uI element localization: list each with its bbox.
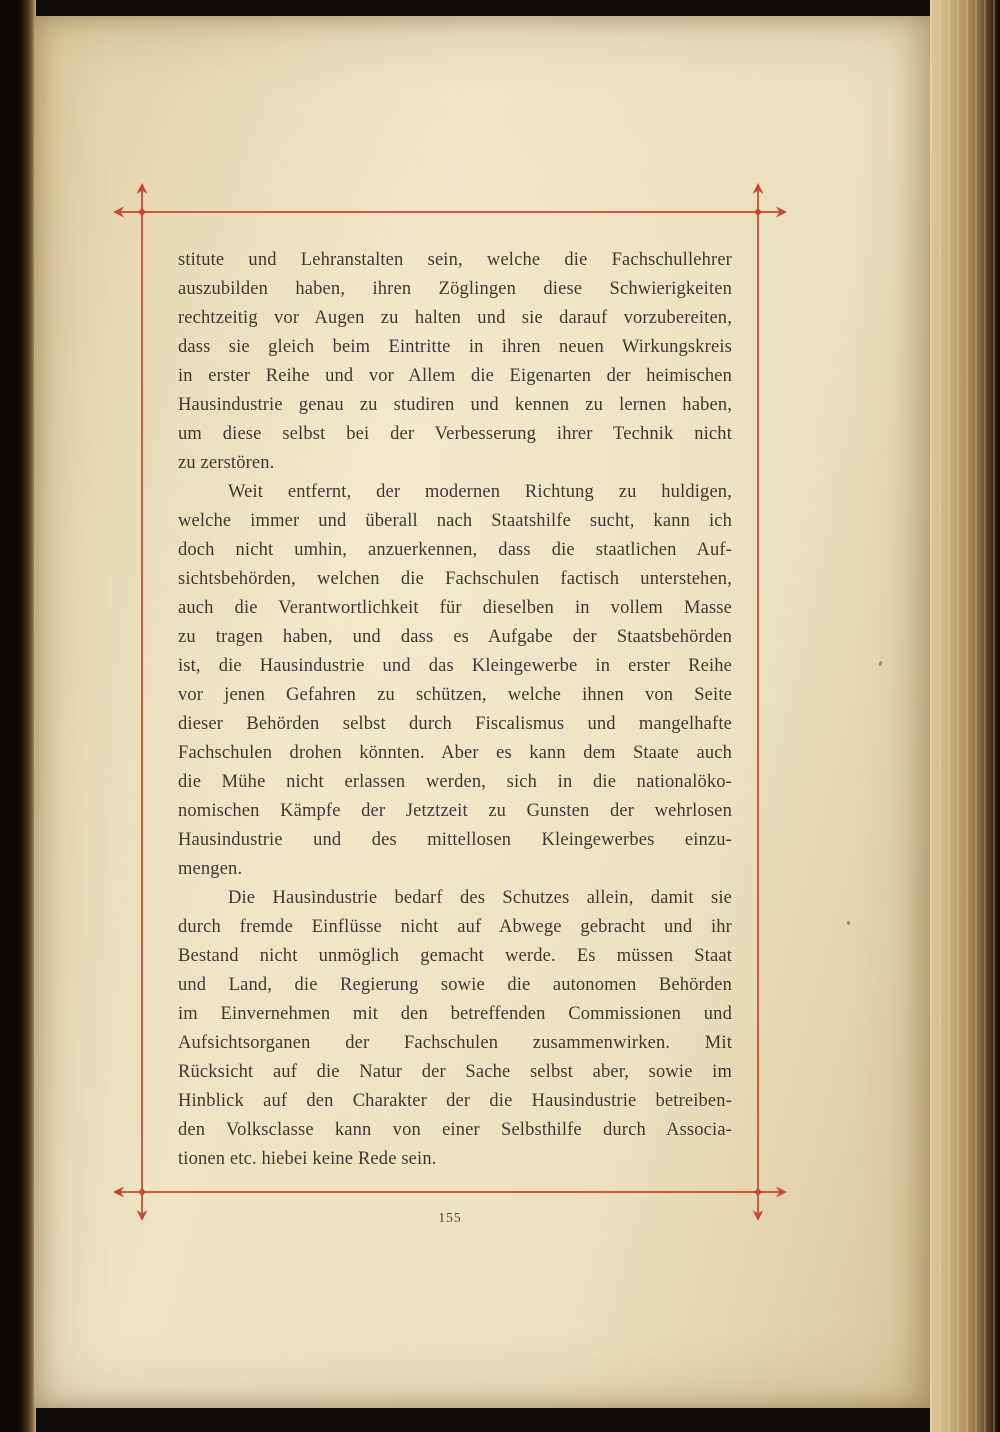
text-line: Weit entfernt, der modernen Richtung zu huldigen, (228, 482, 732, 502)
text-line: rechtzeitig vor Augen zu halten und sie darauf vorzubereiten, (178, 308, 732, 328)
paragraph (178, 884, 732, 1174)
paper-speck (847, 921, 851, 926)
text-line: vor jenen Gefahren zu schützen, welche ihnen von Seite (178, 685, 732, 705)
text-line: die Mühe nicht erlassen werden, sich in die nationalöko- (178, 772, 732, 792)
text-line: den Volksclasse kann von einer Selbsthilfe durch Associa- (178, 1120, 732, 1140)
stacked-page-edges (930, 0, 1000, 1432)
text-line: zu zerstören. (178, 453, 275, 473)
text-line: Aufsichtsorganen der Fachschulen zusammenwirken. Mit (178, 1033, 732, 1053)
text-line: tionen etc. hiebei keine Rede sein. (178, 1149, 437, 1169)
text-line: nomischen Kämpfe der Jetztzeit zu Gunsten der wehrlosen (178, 801, 732, 821)
text-line: auszubilden haben, ihren Zöglingen diese Schwierigkeiten (178, 279, 732, 299)
text-line: zu tragen haben, und dass es Aufgabe der Staatsbehörden (178, 627, 732, 647)
text-line: welche immer und überall nach Staatshilfe sucht, kann ich (178, 511, 732, 531)
text-line: ist, die Hausindustrie und das Kleingewerbe in erster Reihe (178, 656, 732, 676)
text-line: mengen. (178, 859, 243, 879)
text-line: Hinblick auf den Charakter der die Hausindustrie betreiben- (178, 1091, 732, 1111)
book-spine-edge (0, 0, 36, 1432)
text-line: Rücksicht auf die Natur der Sache selbst aber, sowie im (178, 1062, 732, 1082)
text-line: Die Hausindustrie bedarf des Schutzes allein, damit sie (228, 888, 732, 908)
text-line: um diese selbst bei der Verbesserung ihrer Technik nicht (178, 424, 732, 444)
diamond-ornament-icon (138, 1188, 146, 1196)
text-line: dieser Behörden selbst durch Fiscalismus und mangelhafte (178, 714, 732, 734)
paragraph (178, 478, 732, 884)
text-line: auch die Verantwortlichkeit für dieselben in vollem Masse (178, 598, 732, 618)
text-line: stitute und Lehranstalten sein, welche die Fachschullehrer (178, 250, 732, 270)
text-line: Hausindustrie und des mittellosen Kleingewerbes einzu- (178, 830, 732, 850)
paragraph (178, 246, 732, 478)
text-line: und Land, die Regierung sowie die autonomen Behörden (178, 975, 732, 995)
text-line: sichtsbehörden, welchen die Fachschulen factisch unterstehen, (178, 569, 732, 589)
paper-speck (878, 661, 883, 667)
text-line: doch nicht umhin, anzuerkennen, dass die staatlichen Auf- (178, 540, 732, 560)
text-line: durch fremde Einflüsse nicht auf Abwege gebracht und ihr (178, 917, 732, 937)
text-line: dass sie gleich beim Eintritte in ihren neuen Wirkungskreis (178, 337, 732, 357)
text-line: im Einvernehmen mit den betreffenden Commissionen und (178, 1004, 732, 1024)
text-line: Hausindustrie genau zu studiren und kennen zu lernen haben, (178, 395, 732, 415)
diamond-ornament-icon (754, 1188, 762, 1196)
text-line: Bestand nicht unmöglich gemacht werde. Es müssen Staat (178, 946, 732, 966)
text-line: in erster Reihe und vor Allem die Eigenarten der heimischen (178, 366, 732, 386)
diamond-ornament-icon (138, 208, 146, 216)
text-line: Fachschulen drohen könnten. Aber es kann dem Staate auch (178, 743, 732, 763)
diamond-ornament-icon (754, 208, 762, 216)
page-number: 155 (438, 1210, 462, 1225)
book-page (34, 16, 930, 1408)
page-text (178, 246, 732, 1174)
